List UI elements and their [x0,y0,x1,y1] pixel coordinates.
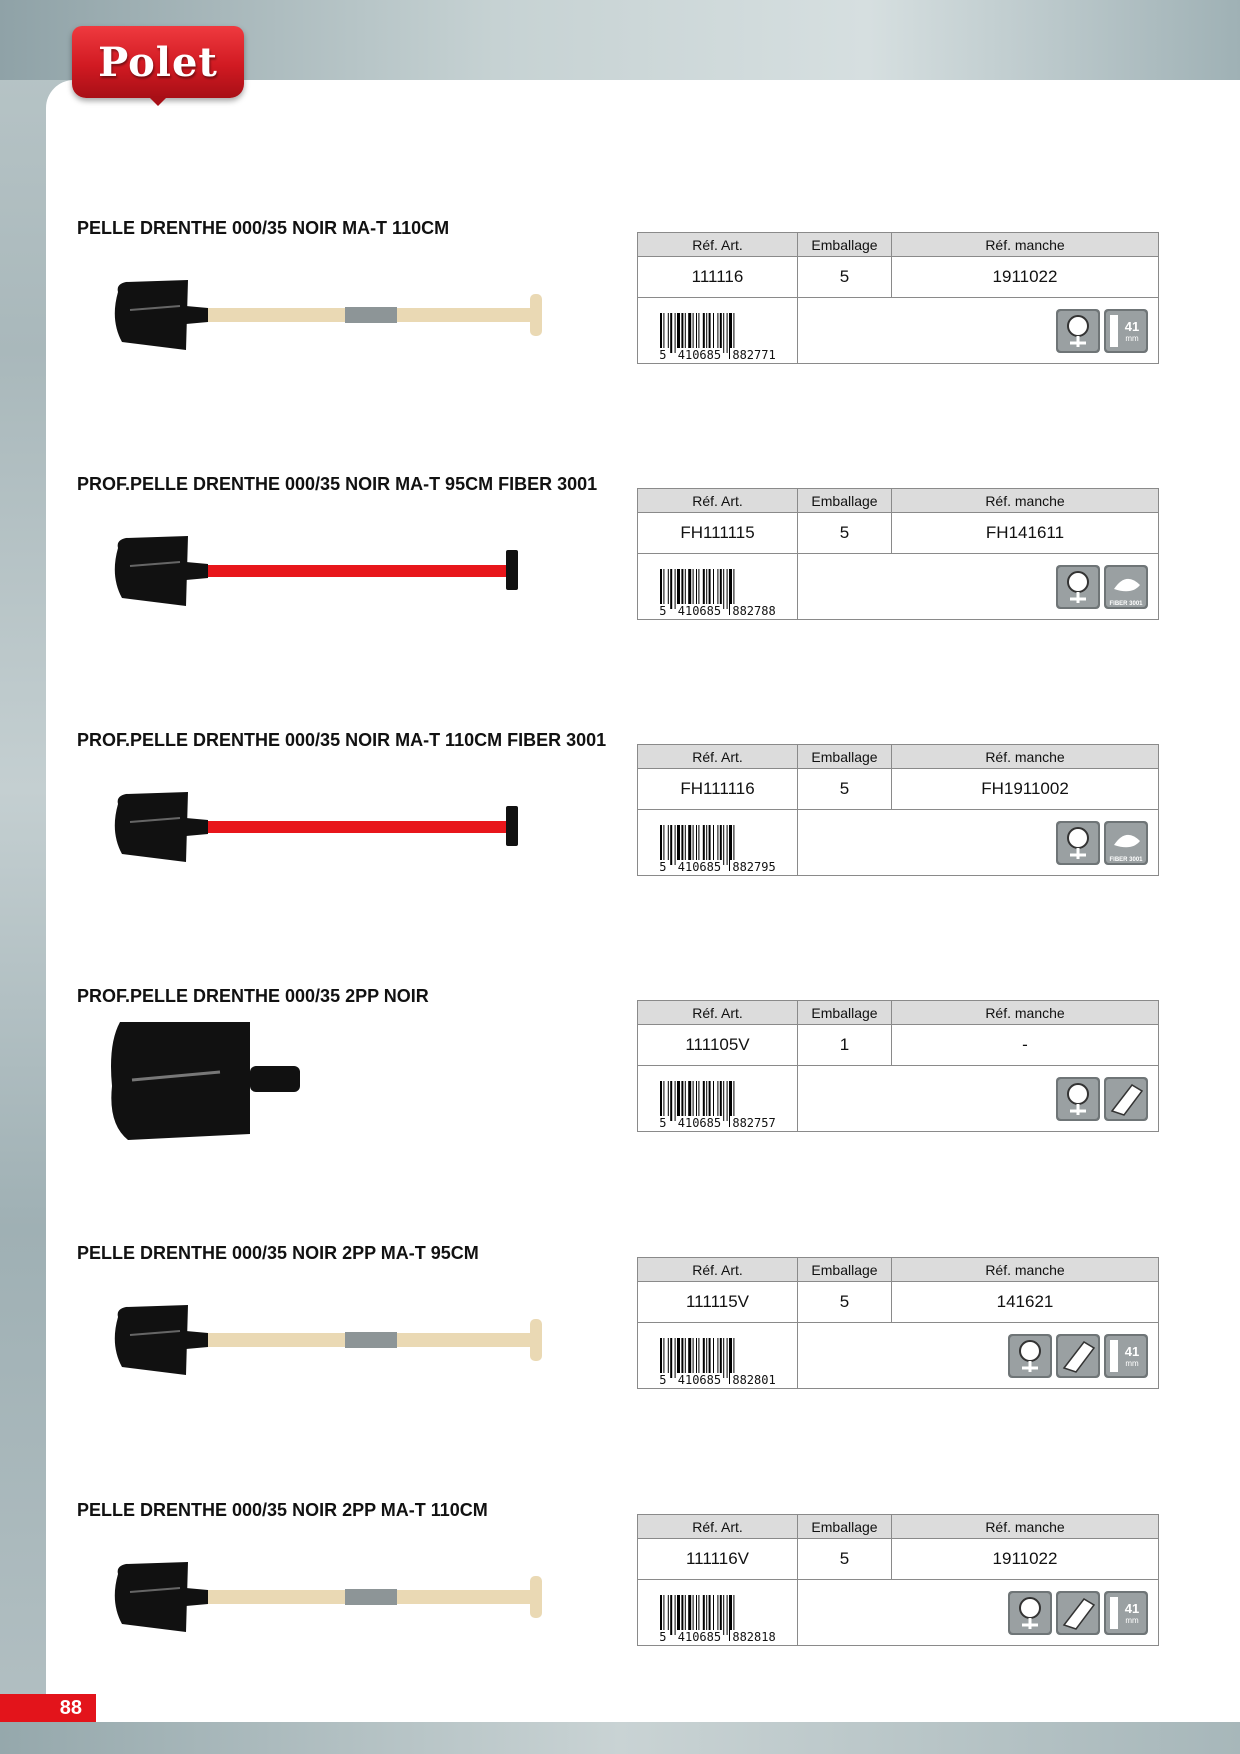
barcode-left-group: 410685 [677,604,722,618]
barcode-bar [696,313,697,353]
barcode-bar [684,825,685,865]
brand-logo [72,26,244,98]
barcode-bar [702,825,704,865]
product-table [637,488,1159,620]
product-image [100,758,560,908]
header-pack: Emballage [798,489,892,513]
barcode-bar [677,1081,680,1121]
handle-shaft [208,565,508,577]
value-row [638,1025,1159,1066]
handle-ref-value: 1911022 [892,257,1159,298]
barcode-bar [723,1081,724,1121]
barcode-bar [677,569,680,609]
icon-gear [1068,1084,1088,1104]
barcode-row [638,554,1159,620]
barcode-bar [684,1338,685,1378]
header-row [638,1001,1159,1025]
barcode-bar [688,1595,691,1635]
barcode-row [638,298,1159,364]
product-image [100,1528,560,1678]
pack-value: 5 [798,513,892,554]
socket-shape [250,1066,300,1092]
product-table [637,1000,1159,1132]
handle-label [345,307,397,323]
welded-icon [1008,1591,1052,1635]
barcode-right-group: 882818 [732,1630,776,1644]
header-handle: Réf. manche [892,233,1159,257]
barcode-bar [698,825,699,865]
pack-value: 5 [798,1282,892,1323]
value-row [638,769,1159,810]
barcode-bar [708,1081,710,1121]
diameter-41mm-icon [1104,1591,1148,1635]
socket-shape [186,562,208,580]
icon-shaft [1110,1340,1118,1372]
product-card [0,474,1240,694]
handle-ref-value: - [892,1025,1159,1066]
barcode-first-digit: 5 [659,1373,667,1387]
handle-grip [530,1576,542,1618]
barcode-bar [717,825,718,865]
barcode-digits [642,348,793,362]
header-handle: Réf. manche [892,1515,1159,1539]
barcode-right-group: 882795 [732,860,776,874]
barcode-bar [726,1338,727,1378]
barcode-bar [692,825,693,865]
feature-icons [798,1323,1159,1389]
welded-icon [1056,565,1100,609]
barcode [642,567,793,617]
handle-grip [506,806,518,846]
barcode-digits [642,1373,793,1387]
barcode-bar [688,313,691,353]
barcode [642,1593,793,1643]
barcode-bar [688,1081,691,1121]
feature-icons [798,1580,1159,1646]
blade-shape [115,280,188,350]
barcode-bar [670,569,672,609]
value-row [638,513,1159,554]
handle-ref-value: 1911022 [892,1539,1159,1580]
barcode-bar [726,313,727,353]
barcode-bar [667,1595,668,1635]
barcode-bar [698,1338,699,1378]
barcode-digits [642,1630,793,1644]
barcode-left-group: 410685 [677,1373,722,1387]
product-title: PROF.PELLE DRENTHE 000/35 NOIR MA-T 95CM FIBER 3001 [77,474,598,494]
barcode-bar [667,569,668,609]
diameter-41mm-icon [1104,1334,1148,1378]
barcode-bar [667,1338,668,1378]
barcode-bar [698,1081,699,1121]
barcode-right-group: 882771 [732,348,776,362]
barcode-bar [667,1081,668,1121]
barcode-bar [674,1081,675,1121]
icon-value: 41 [1124,318,1140,334]
barcode-bar [692,569,693,609]
barcode-bar [696,1081,697,1121]
barcode-bar [702,1595,704,1635]
icon-unit: mm [1125,1358,1139,1368]
barcode-right-group: 882801 [732,1373,776,1387]
product-table [637,1514,1159,1646]
barcode-bar [706,313,707,353]
barcode-bar [692,1338,693,1378]
barcode-bar [698,313,699,353]
barcode-bar [706,1595,707,1635]
barcode-bar [698,1595,699,1635]
barcode-digits [642,860,793,874]
product-title: PELLE DRENTHE 000/35 NOIR 2PP MA-T 95CM [77,1243,479,1263]
diameter-41mm-icon [1104,309,1148,353]
barcode-cell [638,298,798,364]
barcode-left-group: 410685 [677,1630,722,1644]
barcode-left-group: 410685 [677,348,722,362]
fiber-3001-icon [1104,565,1148,609]
barcode-first-digit: 5 [659,348,667,362]
barcode-row [638,1580,1159,1646]
barcode-right-group: 882757 [732,1116,776,1130]
product-title: PROF.PELLE DRENTHE 000/35 NOIR MA-T 110CM FIBER 3001 [77,730,607,750]
reinforced-icon [1056,1334,1100,1378]
barcode-row [638,810,1159,876]
barcode-row [638,1323,1159,1389]
header-ref: Réf. Art. [638,233,798,257]
barcode-bar [723,825,724,865]
barcode-bar [692,1081,693,1121]
barcode [642,1336,793,1386]
barcode-bar [706,569,707,609]
header-ref: Réf. Art. [638,1258,798,1282]
barcode-bar [681,1338,683,1378]
barcode-bar [688,1338,691,1378]
barcode-bar [688,569,691,609]
header-handle: Réf. manche [892,489,1159,513]
barcode-bar [723,1338,724,1378]
welded-icon [1056,1077,1100,1121]
product-card [0,986,1240,1206]
barcode-bar [717,1081,718,1121]
handle-grip [506,550,518,590]
barcode-bar [713,313,714,353]
header-handle: Réf. manche [892,1258,1159,1282]
icon-gear [1068,316,1088,336]
barcode-bar [688,825,691,865]
barcode-bar [670,825,672,865]
socket-shape [186,1588,208,1606]
product-table [637,232,1159,364]
handle-ref-value: FH1911002 [892,769,1159,810]
blade-shape [115,1562,188,1632]
barcode-bar [706,1081,707,1121]
barcode-bar [708,313,710,353]
handle-shaft [208,821,508,833]
barcode-bar [719,1338,721,1378]
icon-unit: mm [1125,1615,1139,1625]
header-handle: Réf. manche [892,745,1159,769]
barcode-bar [706,825,707,865]
icon-unit: mm [1125,333,1139,343]
barcode-bar [681,569,683,609]
barcode-left-group: 410685 [677,1116,722,1130]
product-image [100,502,560,652]
barcode-bar [726,1081,727,1121]
barcode-bar [674,1595,675,1635]
header-pack: Emballage [798,1001,892,1025]
barcode-bar [696,569,697,609]
barcode-bar [681,313,683,353]
barcode-bar [726,569,727,609]
barcode-bar [674,313,675,353]
icon-gear [1068,828,1088,848]
handle-ref-value: 141621 [892,1282,1159,1323]
barcode-digits [642,1116,793,1130]
ref-value: FH111115 [638,513,798,554]
barcode-bar [717,313,718,353]
barcode-bar [723,313,724,353]
barcode-cell [638,810,798,876]
barcode-bar [677,1595,680,1635]
barcode-bar [706,1338,707,1378]
ref-value: FH111116 [638,769,798,810]
ref-value: 111115V [638,1282,798,1323]
header-row [638,489,1159,513]
barcode-bar [677,825,680,865]
barcode-bar [681,1595,683,1635]
barcode-bar [702,569,704,609]
barcode-first-digit: 5 [659,860,667,874]
product-title: PROF.PELLE DRENTHE 000/35 2PP NOIR [77,986,429,1006]
barcode-bar [674,569,675,609]
fiber-3001-icon [1104,821,1148,865]
barcode-bar [719,1081,721,1121]
barcode-bar [667,825,668,865]
product-card [0,730,1240,950]
value-row [638,1282,1159,1323]
barcode-bar [670,1595,672,1635]
barcode-first-digit: 5 [659,604,667,618]
brand-logo-text: Polet [98,38,218,86]
barcode-bar [713,1338,714,1378]
handle-grip [530,1319,542,1361]
barcode-bar [702,1081,704,1121]
barcode-bar [674,825,675,865]
ref-value: 111105V [638,1025,798,1066]
handle-label [345,1332,397,1348]
barcode-bar [717,1338,718,1378]
header-row [638,745,1159,769]
barcode-cell [638,1323,798,1389]
barcode-bar [708,1595,710,1635]
blade-shape [111,1022,250,1140]
feature-icons [798,554,1159,620]
footer-background [0,1722,1240,1754]
reinforced-icon [1104,1077,1148,1121]
blade-shape [115,536,188,606]
barcode [642,823,793,873]
product-table [637,1257,1159,1389]
barcode-bar [684,1595,685,1635]
barcode-bar [681,825,683,865]
pack-value: 5 [798,769,892,810]
handle-ref-value: FH141611 [892,513,1159,554]
product-card [0,1500,1240,1720]
feature-icons [798,298,1159,364]
header-row [638,1258,1159,1282]
product-title: PELLE DRENTHE 000/35 NOIR MA-T 110CM [77,218,450,238]
header-row [638,233,1159,257]
barcode-bar [677,313,680,353]
pack-value: 5 [798,257,892,298]
product-image [100,1014,560,1164]
icon-shaft [1110,315,1118,347]
barcode-bar [717,569,718,609]
barcode-bar [719,825,721,865]
handle-grip [530,294,542,336]
barcode-bar [713,825,714,865]
product-card [0,1243,1240,1463]
socket-shape [186,306,208,324]
header-pack: Emballage [798,745,892,769]
barcode-bar [684,313,685,353]
product-table [637,744,1159,876]
icon-gear [1020,1598,1040,1618]
pack-value: 1 [798,1025,892,1066]
blade-shape [115,792,188,862]
barcode-bar [708,569,710,609]
barcode [642,311,793,361]
feature-icons [798,810,1159,876]
icon-value: 41 [1124,1600,1140,1616]
barcode-bar [713,569,714,609]
ref-value: 111116 [638,257,798,298]
barcode-cell [638,1580,798,1646]
value-row [638,1539,1159,1580]
barcode-bar [692,1595,693,1635]
socket-shape [186,818,208,836]
barcode-bar [692,313,693,353]
header-handle: Réf. manche [892,1001,1159,1025]
feature-icons [798,1066,1159,1132]
barcode-bar [713,1081,714,1121]
page-number: 88 [0,1694,96,1722]
barcode-bar [684,569,685,609]
icon-caption: FIBER 3001 [1109,856,1143,863]
socket-shape [186,1331,208,1349]
header-ref: Réf. Art. [638,489,798,513]
barcode-bar [723,1595,724,1635]
barcode-digits [642,604,793,618]
product-image [100,246,560,396]
barcode-first-digit: 5 [659,1116,667,1130]
barcode-bar [708,1338,710,1378]
value-row [638,257,1159,298]
barcode-bar [670,1081,672,1121]
welded-icon [1056,821,1100,865]
barcode-bar [702,313,704,353]
header-ref: Réf. Art. [638,1515,798,1539]
barcode-bar [667,313,668,353]
header-pack: Emballage [798,1515,892,1539]
barcode-bar [708,825,710,865]
barcode-bar [670,313,672,353]
welded-icon [1008,1334,1052,1378]
header-row [638,1515,1159,1539]
icon-shaft [1110,1597,1118,1629]
barcode-bar [696,1595,697,1635]
barcode-first-digit: 5 [659,1630,667,1644]
reinforced-icon [1056,1591,1100,1635]
barcode-left-group: 410685 [677,860,722,874]
welded-icon [1056,309,1100,353]
icon-caption: FIBER 3001 [1109,600,1143,607]
header-pack: Emballage [798,233,892,257]
barcode-bar [696,1338,697,1378]
barcode-bar [698,569,699,609]
handle-label [345,1589,397,1605]
barcode-bar [723,569,724,609]
barcode-bar [713,1595,714,1635]
barcode-bar [726,825,727,865]
barcode-bar [702,1338,704,1378]
barcode-bar [717,1595,718,1635]
barcode-bar [681,1081,683,1121]
header-ref: Réf. Art. [638,745,798,769]
barcode-row [638,1066,1159,1132]
barcode-bar [677,1338,680,1378]
barcode-bar [719,569,721,609]
barcode-right-group: 882788 [732,604,776,618]
pack-value: 5 [798,1539,892,1580]
barcode-bar [684,1081,685,1121]
header-pack: Emballage [798,1258,892,1282]
ref-value: 111116V [638,1539,798,1580]
product-card [0,218,1240,438]
barcode-bar [674,1338,675,1378]
product-title: PELLE DRENTHE 000/35 NOIR 2PP MA-T 110CM [77,1500,488,1520]
barcode-bar [696,825,697,865]
product-image [100,1271,560,1421]
barcode [642,1079,793,1129]
header-ref: Réf. Art. [638,1001,798,1025]
icon-value: 41 [1124,1343,1140,1359]
icon-gear [1068,572,1088,592]
barcode-bar [670,1338,672,1378]
barcode-cell [638,554,798,620]
barcode-cell [638,1066,798,1132]
blade-shape [115,1305,188,1375]
barcode-bar [719,313,721,353]
barcode-bar [726,1595,727,1635]
icon-gear [1020,1341,1040,1361]
barcode-bar [719,1595,721,1635]
